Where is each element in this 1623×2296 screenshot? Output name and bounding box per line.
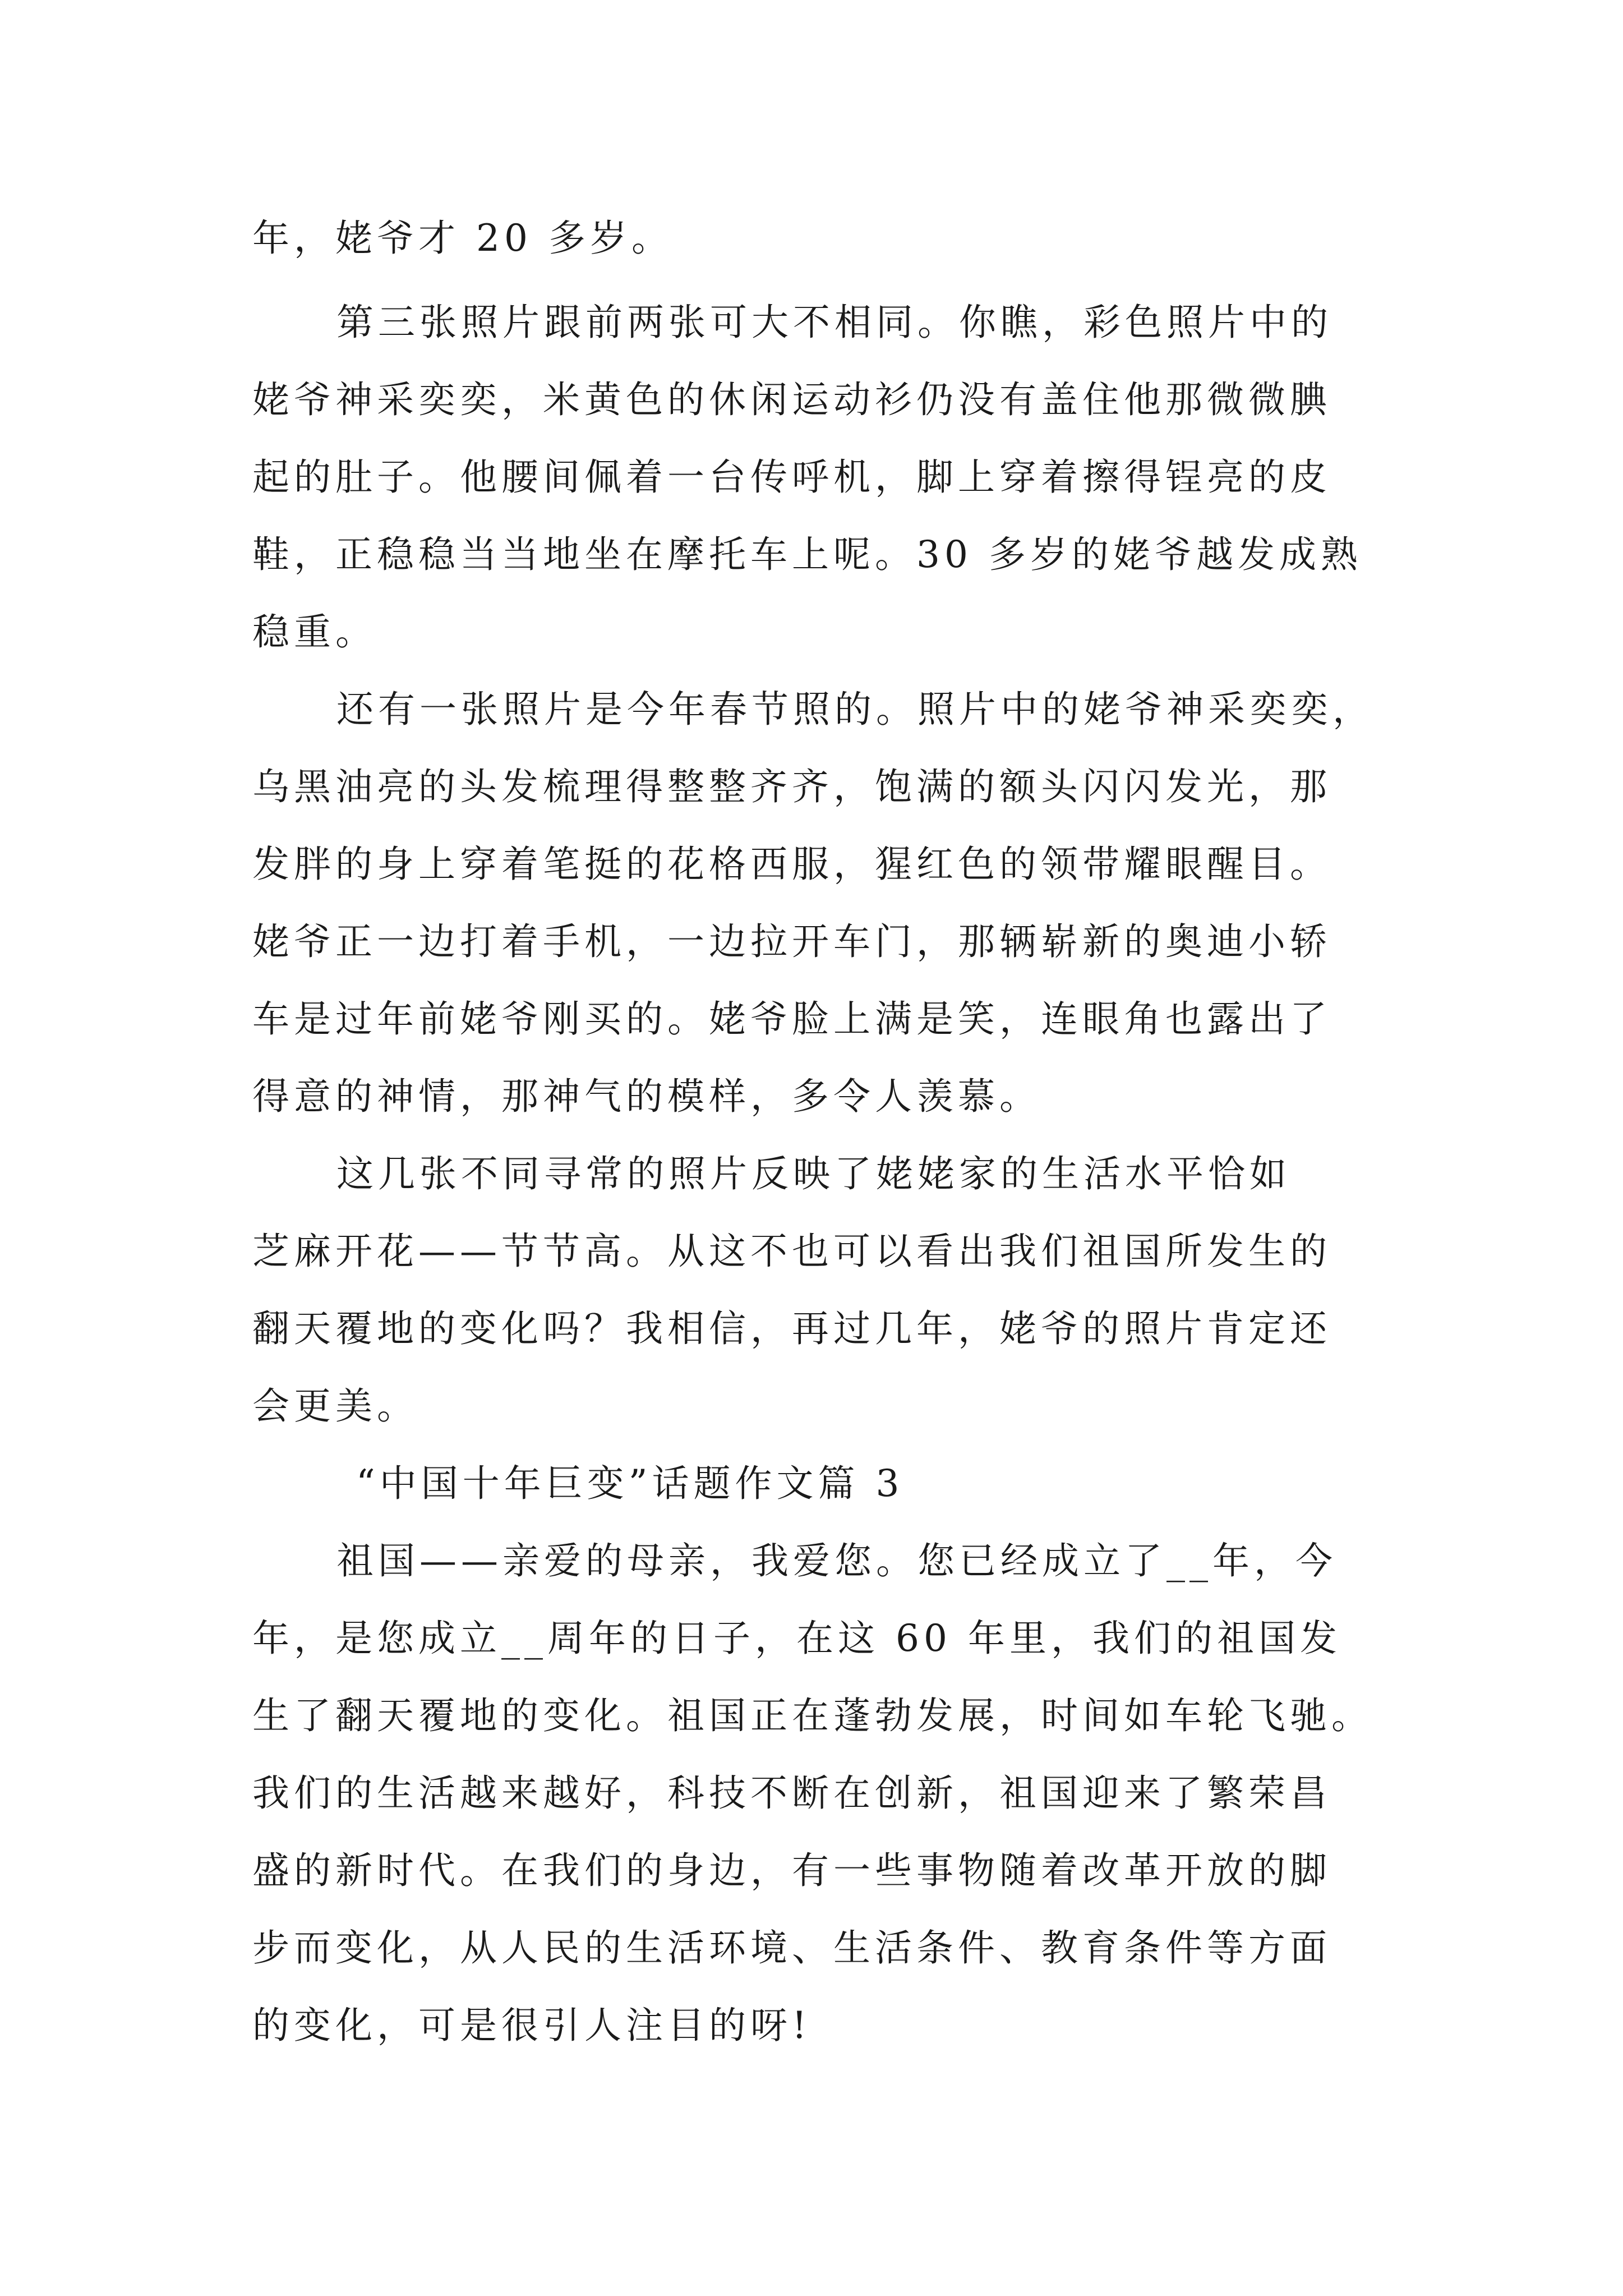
text-line: 芝麻开花——节节高。从这不也可以看出我们祖国所发生的	[252, 1230, 1331, 1273]
paragraph-start-line: 这几张不同寻常的照片反映了姥姥家的生活水平恰如	[336, 1152, 1291, 1195]
text-line: 鞋，正稳稳当当地坐在摩托车上呢。30 多岁的姥爷越发成熟	[252, 533, 1362, 576]
section-heading: “中国十年巨变”话题作文篇 3	[356, 1462, 904, 1505]
text-line: 年，是您成立__周年的日子，在这 60 年里，我们的祖国发	[252, 1617, 1341, 1660]
text-line: 乌黑油亮的头发梳理得整整齐齐，饱满的额头闪闪发光，那	[252, 765, 1331, 808]
text-line: 的变化，可是很引人注目的呀!	[252, 2004, 811, 2047]
paragraph-start-line: 祖国——亲爱的母亲，我爱您。您已经成立了__年，今	[336, 1539, 1337, 1582]
text-line: 车是过年前姥爷刚买的。姥爷脸上满是笑，连眼角也露出了	[252, 997, 1331, 1041]
text-line: 发胖的身上穿着笔挺的花格西服，猩红色的领带耀眼醒目。	[252, 843, 1331, 886]
text-line: 姥爷正一边打着手机，一边拉开车门，那辆崭新的奥迪小轿	[252, 920, 1331, 963]
text-line: 会更美。	[252, 1384, 418, 1428]
text-line: 稳重。	[252, 610, 377, 654]
text-line: 起的肚子。他腰间佩着一台传呼机，脚上穿着擦得锃亮的皮	[252, 455, 1331, 499]
paragraph-start-line: 第三张照片跟前两张可大不相同。你瞧，彩色照片中的	[336, 301, 1332, 344]
text-line: 生了翻天覆地的变化。祖国正在蓬勃发展，时间如车轮飞驰。	[252, 1694, 1373, 1737]
text-line: 步而变化，从人民的生活环境、生活条件、教育条件等方面	[252, 1926, 1331, 1970]
text-line: 翻天覆地的变化吗？我相信，再过几年，姥爷的照片肯定还	[252, 1307, 1331, 1350]
paragraph-start-line: 还有一张照片是今年春节照的。照片中的姥爷神采奕奕，	[336, 688, 1374, 731]
text-line: 我们的生活越来越好，科技不断在创新，祖国迎来了繁荣昌	[252, 1772, 1331, 1815]
text-line: 得意的神情，那神气的模样，多令人羡慕。	[252, 1075, 1041, 1118]
text-line: 姥爷神采奕奕，米黄色的休闲运动衫仍没有盖住他那微微腆	[252, 378, 1331, 421]
text-line: 年，姥爷才 20 多岁。	[252, 217, 673, 260]
text-line: 盛的新时代。在我们的身边，有一些事物随着改革开放的脚	[252, 1849, 1331, 1892]
